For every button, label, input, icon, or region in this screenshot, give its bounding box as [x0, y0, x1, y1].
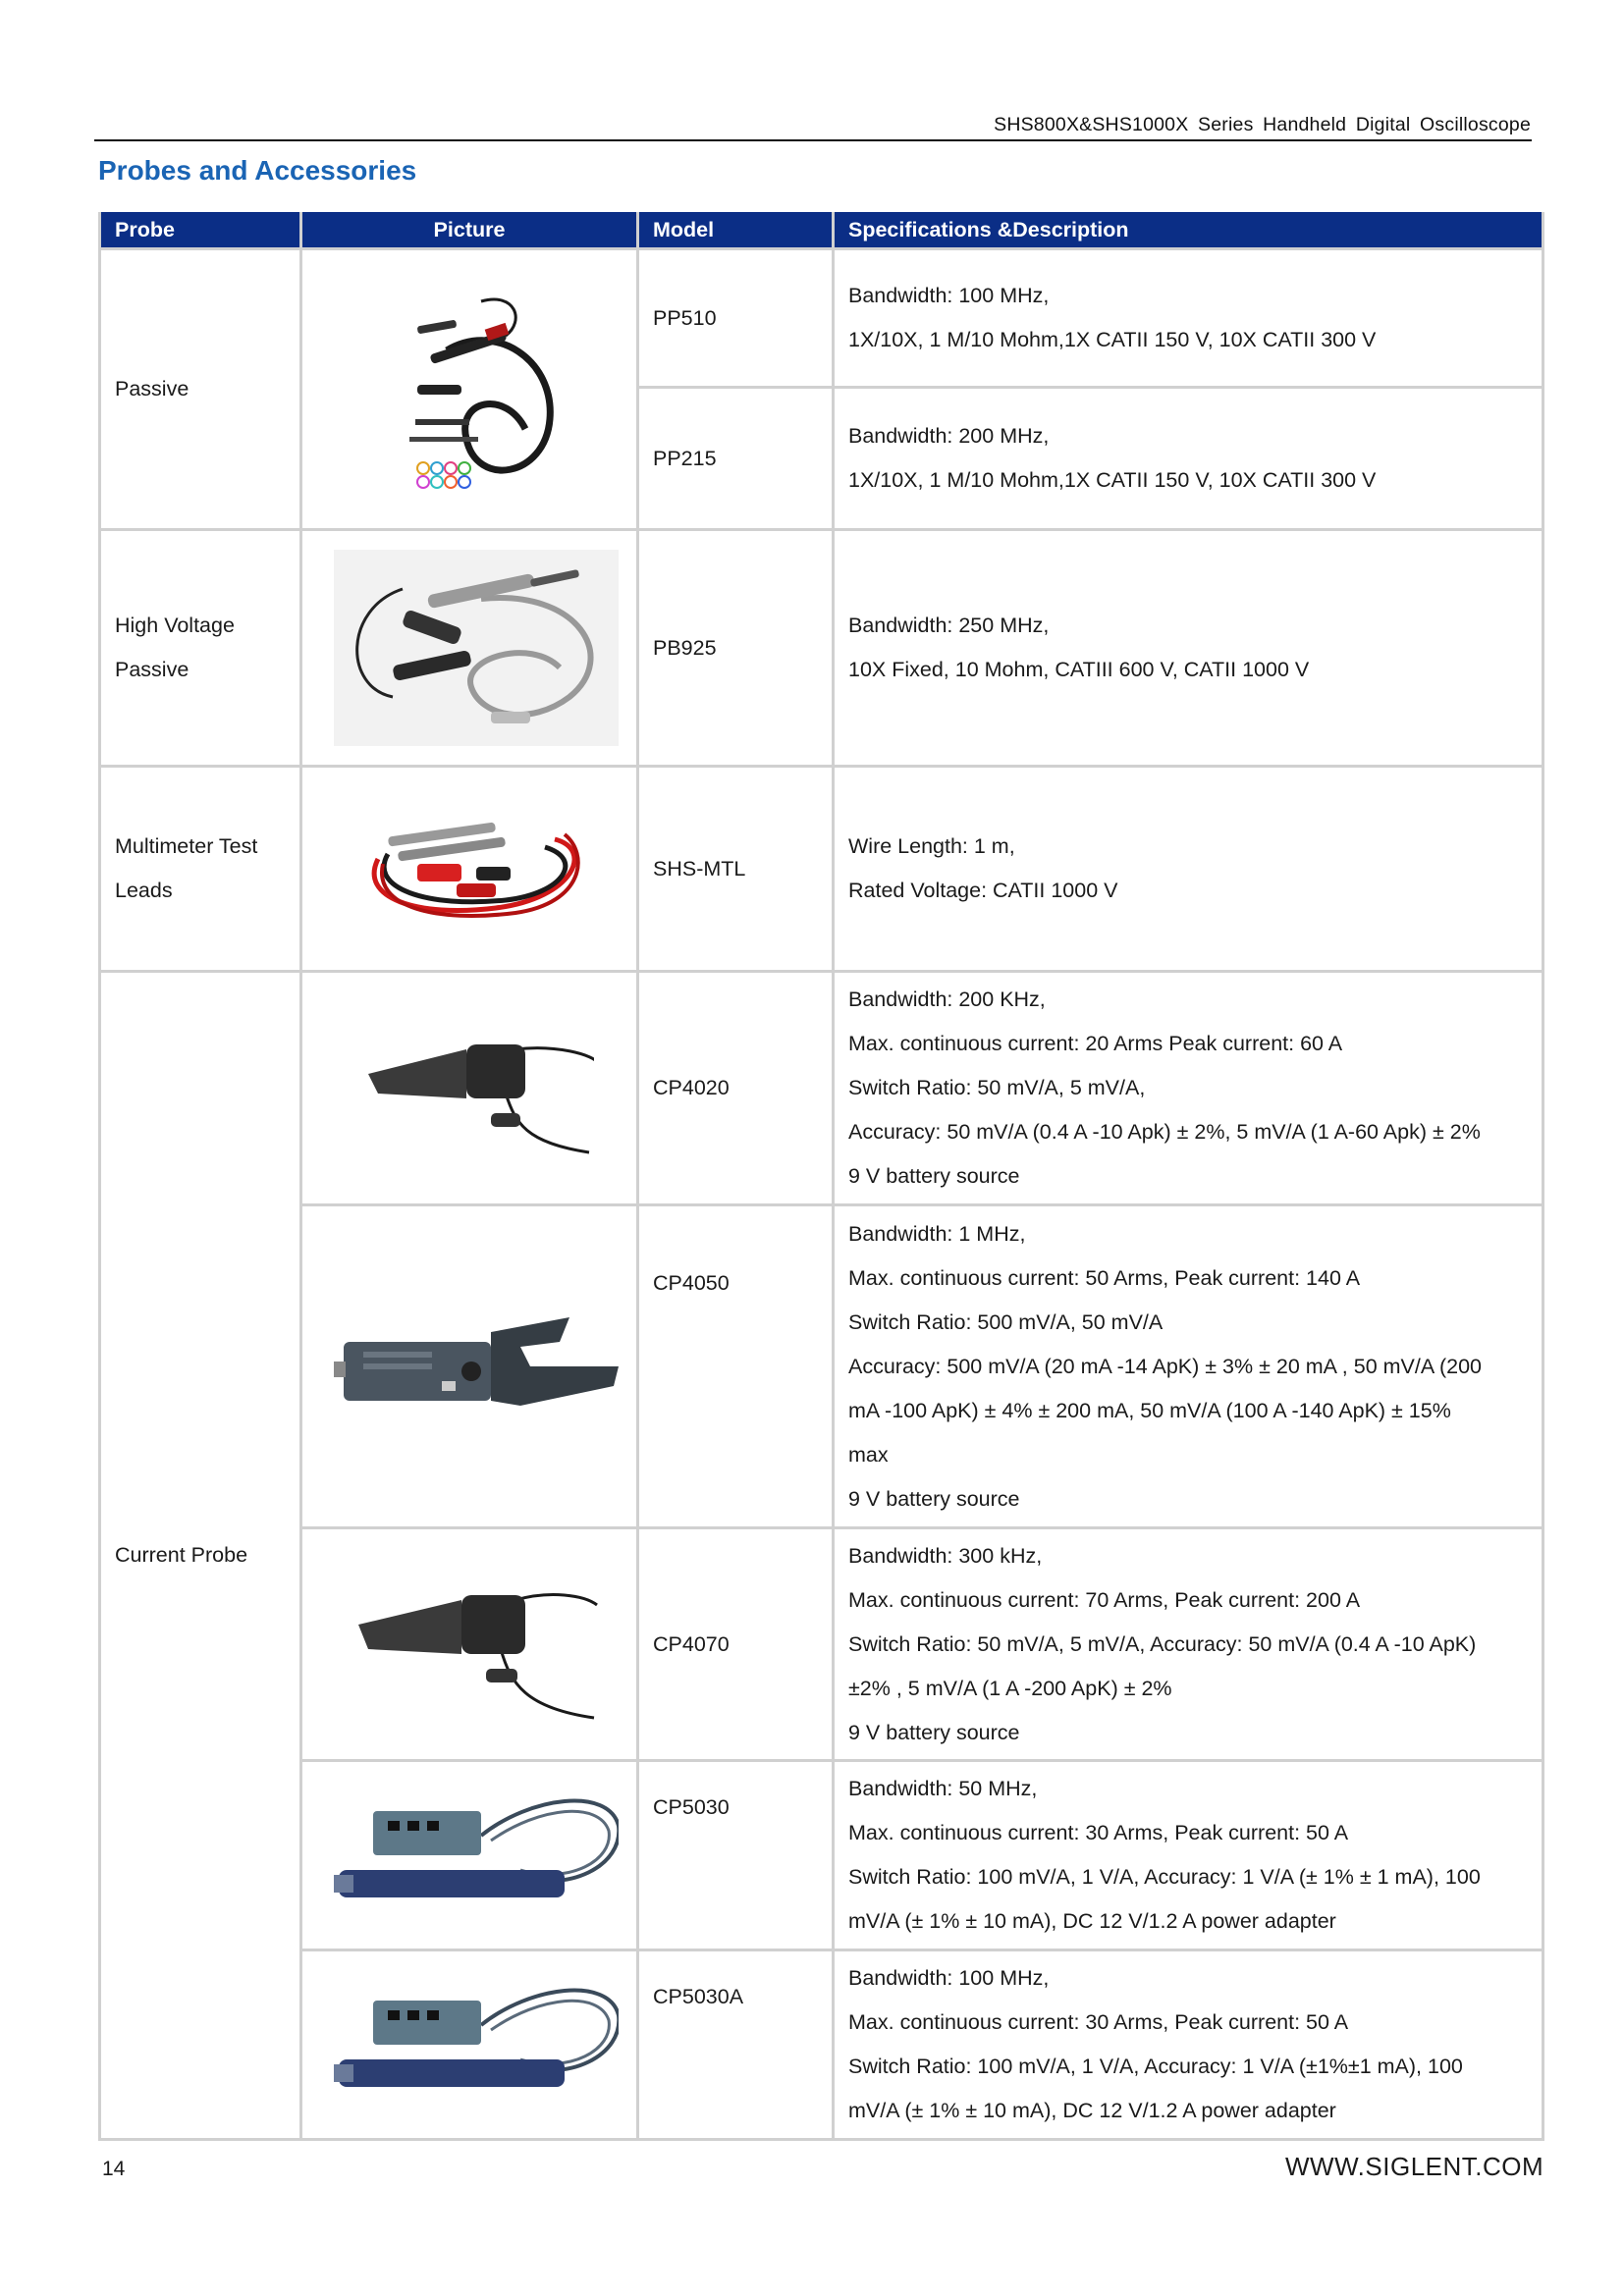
spec-cell: [834, 1761, 1543, 1950]
page-number: 14: [102, 2158, 126, 2180]
column-header-spec: Specifications &Description: [834, 212, 1543, 249]
spec-line: max: [848, 1442, 889, 1467]
spec-line: 9 V battery source: [848, 1720, 1020, 1744]
spec-line: 1X/10X, 1 M/10 Mohm,1X CATII 150 V, 10X CATII 300 V: [848, 468, 1377, 492]
probe-type-cell: [100, 972, 301, 2140]
picture-cell: [301, 1528, 638, 1761]
spec-cell: [834, 1950, 1543, 2140]
probe-type-label: High Voltage: [115, 614, 235, 637]
table-header-row: [100, 212, 1543, 249]
spec-cell: [834, 972, 1543, 1205]
passive-probe-icon: [388, 282, 565, 498]
picture-cell: [301, 1761, 638, 1950]
spec-cell: [834, 1205, 1543, 1528]
table-row: [100, 1950, 1543, 2140]
spec-line: Max. continuous current: 70 Arms, Peak current: 200 A: [848, 1587, 1361, 1612]
column-header-model: Model: [638, 212, 834, 249]
column-header-picture: Picture: [301, 212, 638, 249]
model-cell: CP5030: [638, 1761, 834, 1950]
spec-line: Switch Ratio: 100 mV/A, 1 V/A, Accuracy: 1 V/A (± 1% ± 1 mA), 100: [848, 1865, 1481, 1889]
spec-line: Accuracy: 500 mV/A (20 mA -14 ApK) ± 3% ± 20 mA , 50 mV/A (200: [848, 1354, 1483, 1378]
spec-line: 9 V battery source: [848, 1486, 1020, 1511]
spec-line: Switch Ratio: 500 mV/A, 50 mV/A: [848, 1309, 1164, 1334]
high-voltage-probe-icon: [334, 550, 619, 746]
spec-line: Bandwidth: 200 KHz,: [848, 988, 1046, 1011]
hf-current-probe-icon: [334, 1787, 619, 1924]
spec-line: 1X/10X, 1 M/10 Mohm,1X CATII 150 V, 10X CATII 300 V: [848, 328, 1377, 351]
model-cell: CP4050: [638, 1205, 834, 1528]
picture-cell: [301, 249, 638, 530]
website-footer: WWW.SIGLENT.COM: [1285, 2152, 1544, 2181]
current-clamp-icon: [353, 1561, 599, 1728]
spec-line: mV/A (± 1% ± 10 mA), DC 12 V/1.2 A power adapter: [848, 2099, 1336, 2122]
current-probe-box-icon: [334, 1312, 619, 1420]
spec-line: mA -100 ApK) ± 4% ± 200 mA, 50 mV/A (100 A -140 ApK) ± 15%: [848, 1398, 1451, 1422]
table-row: [100, 1205, 1543, 1528]
spec-line: Switch Ratio: 50 mV/A, 5 mV/A,: [848, 1076, 1146, 1099]
table-row: [100, 249, 1543, 388]
model-cell: SHS-MTL: [638, 767, 834, 972]
probe-type-label: Multimeter Test: [115, 834, 258, 858]
spec-line: Max. continuous current: 30 Arms, Peak current: 50 A: [848, 1821, 1349, 1844]
spec-line: ±2% , 5 mV/A (1 A -200 ApK) ± 2%: [848, 1676, 1172, 1700]
spec-line: Bandwidth: 300 kHz,: [848, 1543, 1043, 1568]
model-cell: CP4070: [638, 1528, 834, 1761]
spec-cell: [834, 767, 1543, 972]
section-title: Probes and Accessories: [98, 155, 417, 186]
header-divider: [94, 139, 1532, 141]
spec-line: Switch Ratio: 50 mV/A, 5 mV/A, Accuracy: 50 mV/A (0.4 A -10 ApK): [848, 1631, 1477, 1656]
probes-table: [98, 212, 1544, 2141]
spec-cell: [834, 249, 1543, 388]
model-cell: CP5030A: [638, 1950, 834, 2140]
hf-current-probe-icon: [334, 1976, 619, 2113]
spec-line: Rated Voltage: CATII 1000 V: [848, 879, 1118, 902]
picture-cell: [301, 767, 638, 972]
spec-cell: [834, 388, 1543, 530]
picture-cell: [301, 530, 638, 767]
spec-line: Bandwidth: 50 MHz,: [848, 1777, 1038, 1800]
table-row: [100, 530, 1543, 767]
spec-line: Max. continuous current: 20 Arms Peak current: 60 A: [848, 1032, 1343, 1055]
test-leads-icon: [358, 810, 594, 928]
model-cell: PB925: [638, 530, 834, 767]
spec-line: Bandwidth: 100 MHz,: [848, 1966, 1050, 1990]
model-cell: CP4020: [638, 972, 834, 1205]
spec-line: Wire Length: 1 m,: [848, 834, 1015, 858]
probe-type-label: Passive: [115, 658, 189, 681]
column-header-probe: Probe: [100, 212, 301, 249]
spec-line: 9 V battery source: [848, 1164, 1020, 1188]
spec-line: Bandwidth: 250 MHz,: [848, 614, 1050, 637]
spec-line: Max. continuous current: 30 Arms, Peak current: 50 A: [848, 2010, 1349, 2034]
spec-line: mV/A (± 1% ± 10 mA), DC 12 V/1.2 A power adapter: [848, 1909, 1336, 1933]
table-row: [100, 1528, 1543, 1761]
picture-cell: [301, 972, 638, 1205]
spec-line: 10X Fixed, 10 Mohm, CATIII 600 V, CATII 1000 V: [848, 658, 1310, 681]
table-row: [100, 1761, 1543, 1950]
picture-cell: [301, 1205, 638, 1528]
current-clamp-icon: [358, 1015, 594, 1162]
model-cell: PP510: [638, 249, 834, 388]
probe-type-label: Passive: [115, 377, 189, 400]
spec-line: Bandwidth: 1 MHz,: [848, 1221, 1026, 1246]
spec-line: Max. continuous current: 50 Arms, Peak current: 140 A: [848, 1265, 1361, 1290]
spec-line: Bandwidth: 100 MHz,: [848, 284, 1050, 307]
document-header-title: SHS800X&SHS1000X Series Handheld Digital Oscilloscope: [994, 114, 1531, 135]
spec-line: Bandwidth: 200 MHz,: [848, 424, 1050, 448]
probe-type-cell: [100, 530, 301, 767]
model-cell: PP215: [638, 388, 834, 530]
spec-cell: [834, 530, 1543, 767]
probe-type-label: Leads: [115, 879, 173, 902]
probe-type-label: Current Probe: [115, 1543, 248, 1567]
probe-type-cell: [100, 767, 301, 972]
picture-cell: [301, 1950, 638, 2140]
spec-line: Switch Ratio: 100 mV/A, 1 V/A, Accuracy: 1 V/A (±1%±1 mA), 100: [848, 2055, 1463, 2078]
spec-cell: [834, 1528, 1543, 1761]
probe-type-cell: [100, 249, 301, 530]
table-row: [100, 972, 1543, 1205]
table-row: [100, 767, 1543, 972]
spec-line: Accuracy: 50 mV/A (0.4 A -10 Apk) ± 2%, 5 mV/A (1 A-60 Apk) ± 2%: [848, 1120, 1481, 1144]
